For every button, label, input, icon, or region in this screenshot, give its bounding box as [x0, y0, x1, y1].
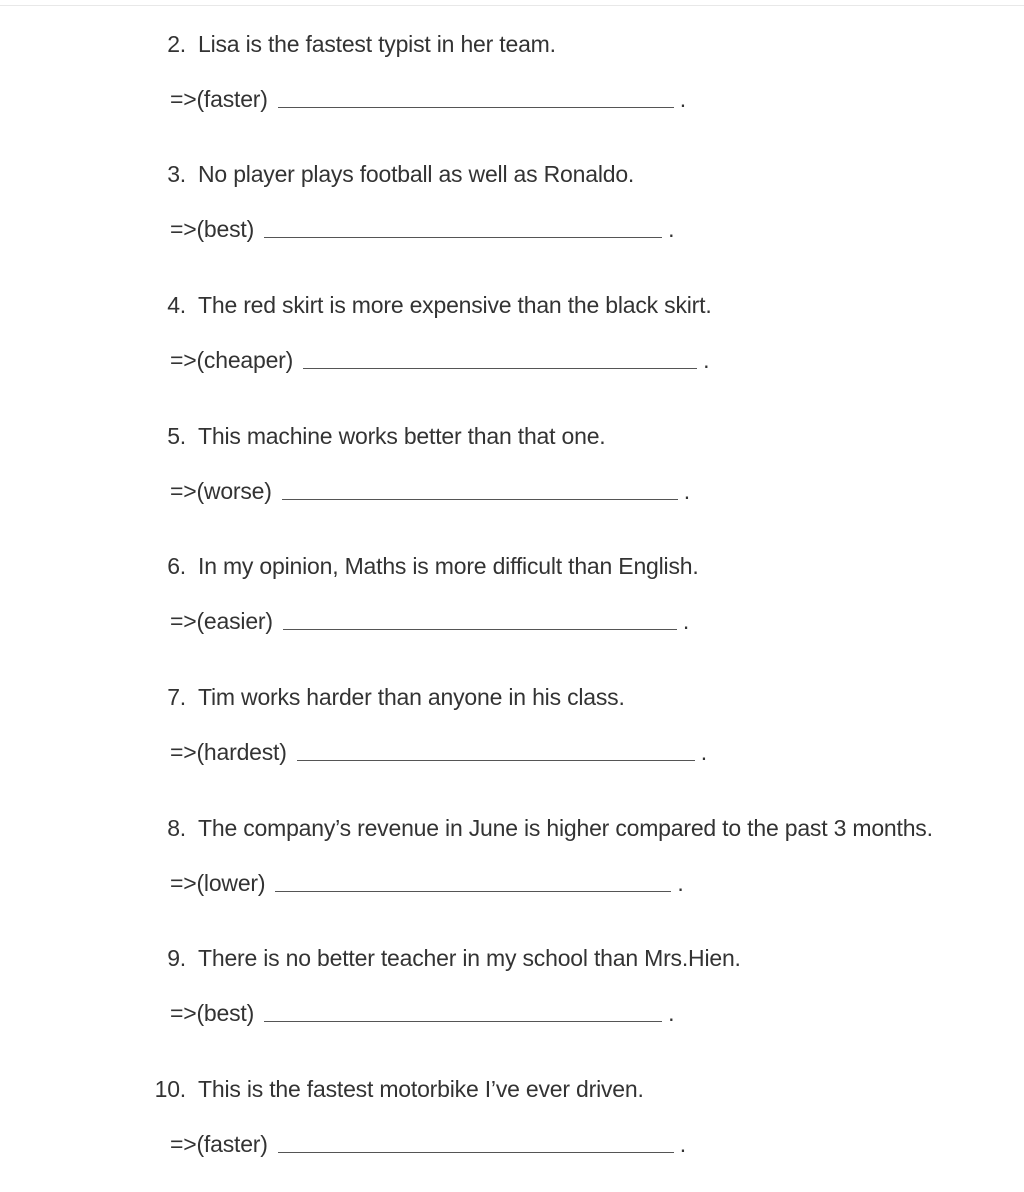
answer-blank [264, 237, 662, 238]
exercise-item-8 [0, 811, 1024, 931]
question-number: 2. [167, 30, 186, 57]
answer-line [170, 605, 689, 639]
answer-blank [264, 1021, 662, 1022]
answer-blank [282, 499, 678, 500]
answer-line [170, 736, 707, 770]
answer-line [170, 867, 684, 901]
answer-hint: =>(cheaper) [170, 347, 294, 373]
answer-hint: =>(lower) [170, 870, 266, 896]
answer-line [170, 83, 686, 117]
answer-period: . [700, 739, 707, 765]
question-line [0, 288, 712, 322]
answer-hint: =>(faster) [170, 86, 268, 112]
answer-blank [278, 107, 674, 108]
answer-line [170, 1128, 686, 1162]
answer-blank [303, 368, 697, 369]
answer-period: . [682, 608, 690, 634]
answer-blank [297, 760, 695, 761]
answer-hint: =>(worse) [170, 478, 272, 504]
answer-hint: =>(easier) [170, 608, 273, 634]
exercise-item-3 [0, 157, 1024, 277]
question-number: 6. [167, 552, 186, 579]
question-text: No player plays football as well as Ronaldo. [198, 160, 635, 187]
question-line [0, 27, 556, 61]
answer-period: . [683, 478, 690, 504]
exercise-item-6 [0, 549, 1024, 669]
answer-period: . [668, 1000, 675, 1026]
question-text: Tim works harder than anyone in his class. [198, 683, 625, 710]
exercise-item-5 [0, 419, 1024, 539]
answer-hint: =>(faster) [170, 1131, 268, 1157]
question-text: Lisa is the fastest typist in her team. [198, 30, 556, 57]
question-line [0, 811, 933, 845]
question-line [0, 157, 634, 191]
answer-blank [278, 1152, 674, 1153]
question-line [0, 419, 606, 453]
question-text: In my opinion, Maths is more difficult than English. [198, 552, 699, 579]
answer-blank [275, 891, 671, 892]
answer-line [170, 475, 690, 509]
question-number: 4. [167, 291, 186, 318]
answer-hint: =>(best) [170, 216, 255, 242]
question-number: 8. [167, 814, 186, 841]
answer-hint: =>(best) [170, 1000, 255, 1026]
question-line [0, 549, 699, 583]
question-number: 9. [167, 944, 186, 971]
question-text: The company’s revenue in June is higher compared to the past 3 months. [198, 814, 933, 841]
question-text: This machine works better than that one. [198, 422, 606, 449]
question-text: This is the fastest motorbike I’ve ever driven. [198, 1075, 644, 1102]
question-line [0, 941, 741, 975]
answer-line [170, 344, 709, 378]
question-number: 7. [167, 683, 186, 710]
answer-period: . [668, 216, 675, 242]
answer-period: . [703, 347, 710, 373]
exercise-item-7 [0, 680, 1024, 800]
answer-period: . [677, 870, 684, 896]
answer-line [170, 997, 674, 1031]
question-line [0, 680, 625, 714]
exercise-item-2 [0, 27, 1024, 147]
question-line [0, 1072, 644, 1106]
question-text: There is no better teacher in my school than Mrs.Hien. [198, 944, 741, 971]
answer-line [170, 213, 674, 247]
answer-hint: =>(hardest) [170, 739, 287, 765]
answer-blank [283, 629, 677, 630]
answer-period: . [679, 1131, 686, 1157]
exercise-item-9 [0, 941, 1024, 1061]
question-number: 5. [167, 422, 186, 449]
exercise-item-10 [0, 1072, 1024, 1192]
question-number: 10. [154, 1075, 186, 1102]
question-text: The red skirt is more expensive than the black skirt. [198, 291, 712, 318]
exercise-item-4 [0, 288, 1024, 408]
question-number: 3. [167, 160, 186, 187]
answer-period: . [679, 86, 686, 112]
